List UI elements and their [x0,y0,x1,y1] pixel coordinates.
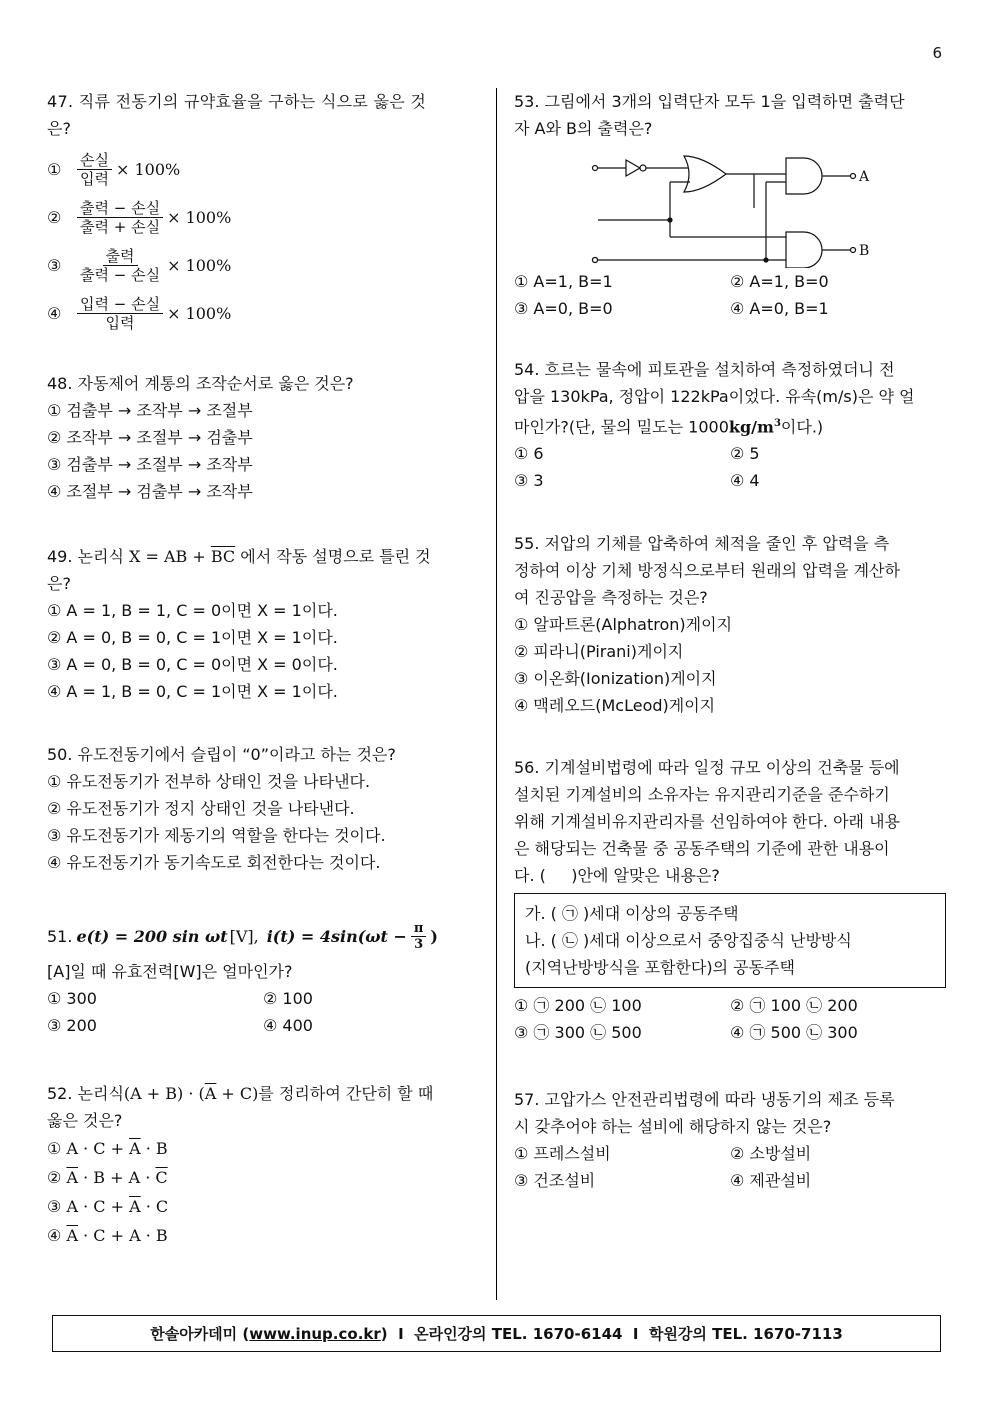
question-57-option-4: ④ 제관설비 [730,1171,812,1190]
question-50-option-4: ④ 유도전동기가 동기속도로 회전한다는 것이다. [47,853,381,872]
footer-banner [52,1315,941,1352]
question-55-option-2: ② 피라니(Pirani)게이지 [514,642,684,661]
question-47-line2: 은? [47,119,71,138]
question-51-line2: [A]일 때 유효전력[W]은 얼마인가? [47,962,293,981]
question-56-option-2: ② ㉠ 100 ㉡ 200 [730,996,858,1015]
question-56-options-row1 [514,992,946,1019]
question-48-option-2: ② 조작부 → 조절부 → 검출부 [47,428,253,447]
question-52-option-4: ④ $\overline{A} \cdot C + A \cdot B$ [47,1226,168,1245]
and-gate-b-icon [786,232,822,268]
footer-academy-name: 한솔아카데미 ( [150,1325,250,1343]
condition-na-cont: (지역난방방식을 포함한다)의 공동주택 [525,958,795,977]
question-51-option-3: ③ 200 [47,1016,97,1035]
question-53-option-2: ② A=1, B=0 [730,272,829,291]
output-label-b: B [859,243,870,259]
question-48-option-4: ④ 조절부 → 검출부 → 조작부 [47,482,253,501]
question-48-option-1: ① 검출부 → 조작부 → 조절부 [47,401,253,420]
question-54-option-4: ④ 4 [730,471,760,491]
question-49-line1: 49. 논리식 X = AB + $\overline{BC}$ 에서 작동 설명으로 틀린 것 [47,547,431,566]
question-47-line1: 47. 직류 전동기의 규약효율을 구하는 식으로 옳은 것 [47,92,427,111]
question-55-option-1: ① 알파트론(Alphatron)게이지 [514,615,733,634]
input-terminal-3 [593,258,598,263]
question-57-line2: 시 갖추어야 하는 설비에 해당하지 않는 것은? [514,1117,832,1136]
question-53-line1: 53. 그림에서 3개의 입력단자 모두 1을 입력하면 출력단 [514,92,905,111]
question-51-line1: 51. e(t) = 200 sin ωt [V], i(t) = 4sin(ωt − $\frac{\pi}{3}$ ) [47,920,438,952]
question-53-options-row1 [514,268,946,295]
question-56-line1: 56. 기계설비법령에 따라 일정 규모 이상의 건축물 등에 [514,758,900,777]
and-gate-a-icon [786,158,822,194]
question-51 [47,916,479,1039]
question-53-options-row2 [514,295,946,322]
question-47-option-4: ④ $\frac{\text{입력 − 손실}}{\text{입력}}$ × 100% [47,294,232,332]
question-49-option-1: ① A = 1, B = 1, C = 0이면 X = 1이다. [47,601,338,620]
question-56-option-4: ④ ㉠ 500 ㉡ 300 [730,1023,858,1042]
question-54-line3: 마인가?(단, 물의 밀도는 $1000kg/m^3$이다.) [514,417,824,437]
question-56-line3: 위해 기계설비유지관리자를 선임하여야 한다. 아래 내용 [514,812,901,831]
question-55-option-3: ③ 이온화(Ionization)게이지 [514,669,717,688]
question-51-option-1: ① 300 [47,989,97,1008]
question-54-option-3: ③ 3 [514,471,544,491]
question-55-line2: 정하여 이상 기체 방정식으로부터 원래의 압력을 계산하 [514,561,901,580]
question-49-line2: 은? [47,574,71,593]
question-57-line1: 57. 고압가스 안전관리법령에 따라 냉동기의 제조 등록 [514,1090,895,1109]
question-52-line2: 옳은 것은? [47,1111,123,1130]
question-53-option-3: ③ A=0, B=0 [514,299,613,318]
question-57-options-row1 [514,1140,946,1167]
question-54-option-2: ② 5 [730,444,760,464]
output-label-a: A [859,169,870,185]
question-53-option-1: ① A=1, B=1 [514,272,613,291]
question-47-option-1: ① $\frac{\text{손실}}{\text{입력}}$ × 100% [47,150,181,188]
question-55-option-4: ④ 맥레오드(McLeod)게이지 [514,696,716,715]
question-53-line2: 자 A와 B의 출력은? [514,119,653,138]
question-52-line1: 52. 논리식$(A + B) \cdot (\overline{A} + C)$를 정리하여 간단히 할 때 [47,1084,434,1103]
question-56 [514,754,946,1046]
question-54-option-1: ① 6 [514,444,544,464]
question-50-option-1: ① 유도전동기가 전부하 상태인 것을 나타낸다. [47,772,371,791]
question-52-option-2: ② $\overline{A} \cdot B + A \cdot \overline{C}$ [47,1168,168,1187]
question-57-option-1: ① 프레스설비 [514,1144,611,1163]
question-47-option-3: ③ $\frac{\text{출력}}{\text{출력 − 손실}}$ × 100% [47,246,232,284]
question-54-line1: 54. 흐르는 물속에 피토관을 설치하여 측정하였더니 전 [514,360,895,379]
question-54-line2: 압을 130kPa, 정압이 122kPa이었다. 유속(m/s)은 약 얼 [514,387,915,406]
question-57-option-3: ③ 건조설비 [514,1171,596,1190]
question-49-option-3: ③ A = 0, B = 0, C = 0이면 X = 0이다. [47,655,338,674]
question-48-option-3: ③ 검출부 → 조절부 → 조작부 [47,455,253,474]
question-51-options-row1 [47,985,479,1012]
question-55 [514,530,946,719]
question-52-option-3: ③ $A \cdot C + \overline{A} \cdot C$ [47,1197,169,1216]
footer-url-link[interactable]: www.inup.co.kr [249,1324,381,1343]
question-53-option-4: ④ A=0, B=1 [730,299,829,318]
question-47-option-2: ② $\frac{\text{출력 − 손실}}{\text{출력 + 손실}}$ × 100% [47,198,232,236]
question-57-options-row2 [514,1167,946,1194]
question-49-option-4: ④ A = 1, B = 0, C = 1이면 X = 1이다. [47,682,338,701]
question-56-line5: 다. ( )안에 알맞은 내용은? [514,866,720,885]
question-54 [514,356,946,494]
question-47 [47,88,479,337]
question-49-option-2: ② A = 0, B = 0, C = 1이면 X = 1이다. [47,628,338,647]
not-gate-icon [626,160,640,176]
or-gate-icon [684,156,726,192]
page-number: 6 [932,44,942,62]
column-divider [496,88,497,1300]
question-55-line1: 55. 저압의 기체를 압축하여 체적을 줄인 후 압력을 측 [514,534,890,553]
question-55-line3: 여 진공압을 측정하는 것은? [514,588,708,607]
question-53 [514,88,946,322]
question-51-option-2: ② 100 [263,989,313,1008]
question-51-option-4: ④ 400 [263,1016,313,1035]
question-52 [47,1080,479,1250]
question-50-stem: 50. 유도전동기에서 슬립이 “0”이라고 하는 것은? [47,745,396,764]
input-terminal-1 [593,166,598,171]
question-48 [47,370,479,505]
condition-na: 나. ( ㉡ )세대 이상으로서 중앙집중식 난방방식 [525,931,852,950]
question-50 [47,741,479,876]
question-56-options-row2 [514,1019,946,1046]
question-51-options-row2 [47,1012,479,1039]
condition-ga: 가. ( ㉠ )세대 이상의 공동주택 [525,904,739,923]
question-49 [47,543,479,705]
question-54-options-row1 [514,440,946,467]
question-48-stem: 48. 자동제어 계통의 조작순서로 옳은 것은? [47,374,354,393]
question-56-line2: 설치된 기계설비의 소유자는 유지관리기준을 준수하기 [514,785,890,804]
footer-contact: ) I 온라인강의 TEL. 1670-6144 I 학원강의 TEL. 1670-7113 [380,1325,843,1343]
question-56-option-3: ③ ㉠ 300 ㉡ 500 [514,1023,642,1042]
logic-circuit-diagram [514,142,946,268]
question-50-option-3: ③ 유도전동기가 제동기의 역할을 한다는 것이다. [47,826,386,845]
question-54-options-row2 [514,467,946,494]
question-50-option-2: ② 유도전동기가 정지 상태인 것을 나타낸다. [47,799,355,818]
question-57-option-2: ② 소방설비 [730,1144,812,1163]
question-56-line4: 은 해당되는 건축물 중 공동주택의 기준에 관한 내용이 [514,839,890,858]
question-56-option-1: ① ㉠ 200 ㉡ 100 [514,996,642,1015]
question-52-option-1: ① $A \cdot C + \overline{A} \cdot B$ [47,1139,168,1158]
question-56-condition-box [514,893,946,988]
question-57 [514,1086,946,1194]
